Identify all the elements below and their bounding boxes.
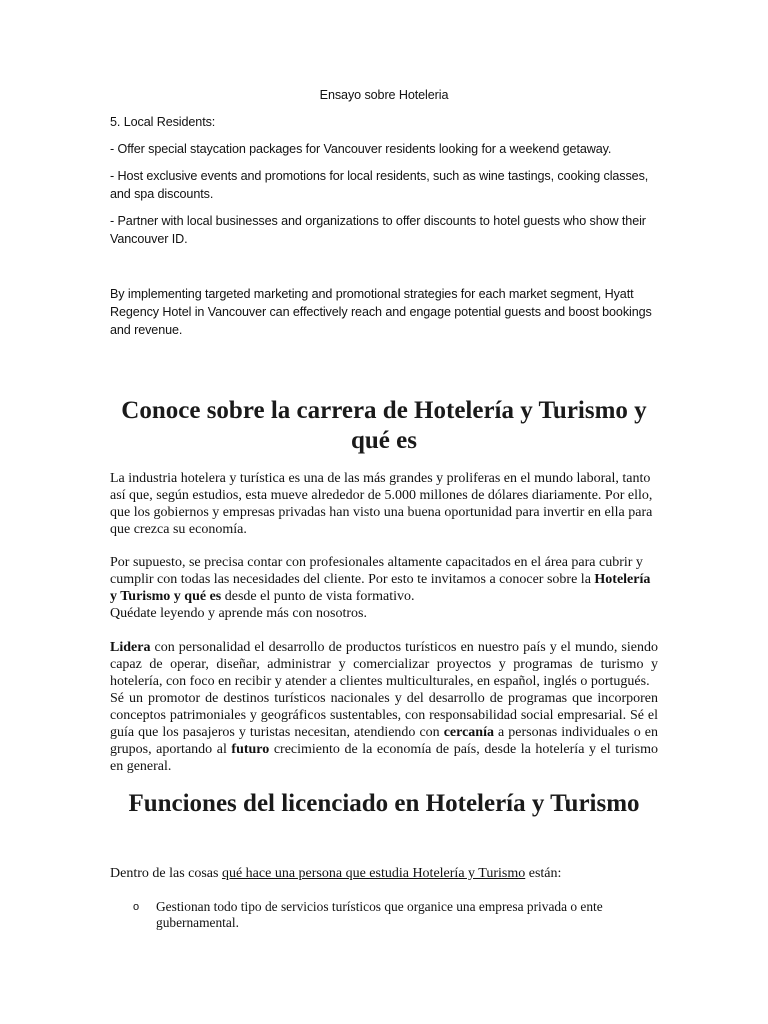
article-paragraph: Por supuesto, se precisa contar con profesionales altamente capacitados en el área para cubrir y cumplir con todas las necesidades del cliente. Por esto te invitamos a conocer sobre la Hotelería y Turismo y qué es desde el punto de vista formativo. Quédate leyendo y aprende más con nosotros.: [110, 555, 651, 621]
bold-text: futuro: [231, 742, 270, 757]
bold-text: Lidera: [110, 640, 151, 655]
bold-text: Hotelería y Turismo y qué es: [110, 572, 651, 604]
list-item: - Partner with local businesses and organizations to offer discounts to hotel guests who show their Vancouver ID.: [110, 214, 646, 246]
document-title: Ensayo sobre Hoteleria: [319, 88, 449, 102]
conclusion-paragraph: By implementing targeted marketing and promotional strategies for each market segment, Hyatt Regency Hotel in Vancouver can effectively reach and engage potential guests and boost bookings and revenue.: [110, 287, 652, 337]
section-heading: 5. Local Residents:: [110, 115, 216, 129]
list-item: - Host exclusive events and promotions for local residents, such as wine tastings, cooking classes, and spa discounts.: [110, 169, 649, 201]
article-link[interactable]: qué hace una persona que estudia Hotelería y Turismo: [221, 866, 526, 881]
article-heading: Funciones del licenciado en Hotelería y Turismo: [128, 790, 640, 817]
article-paragraph: La industria hotelera y turística es una de las más grandes y proliferas en el mundo laboral, tanto así que, según estudios, esta mueve alrededor de 5.000 millones de dólares diariamente. Por ello, que los gobiernos y empresas privadas han visto una buena oportunidad para invertir en ella para que crezca su economía.: [110, 471, 653, 537]
article-paragraph: Lidera con personalidad el desarrollo de productos turísticos en nuestro país y el mundo, siendo capaz de operar, diseñar, administrar y comercializar proyectos y programas de turismo y hotelería, con foco en recibir y atender a clientes multiculturales, en español, inglés o portugués. Sé un promotor de destinos turísticos nacionales y del desarrollo de programas que incorporen conceptos patrimoniales y geográficos sustentables, con responsabilidad social empresarial. Sé el guía que los pasajeros y turistas necesitan, atendiendo con cercanía a personas individuales o en grupos, aportando al futuro crecimiento de la economía de país, desde la hotelería y el turismo en general.: [110, 640, 658, 774]
bullet-text: Gestionan todo tipo de servicios turísticos que organice una empresa privada o ente gubernamental.: [156, 899, 603, 930]
list-item: - Offer special staycation packages for Vancouver residents looking for a weekend getaway.: [110, 142, 612, 156]
article-heading: Conoce sobre la carrera de Hotelería y Turismo y qué es: [121, 397, 647, 454]
article-paragraph: Dentro de las cosas qué hace una persona que estudia Hotelería y Turismo están:: [110, 866, 562, 881]
bullet-icon: o: [133, 901, 140, 913]
bold-text: cercanía: [443, 725, 494, 740]
